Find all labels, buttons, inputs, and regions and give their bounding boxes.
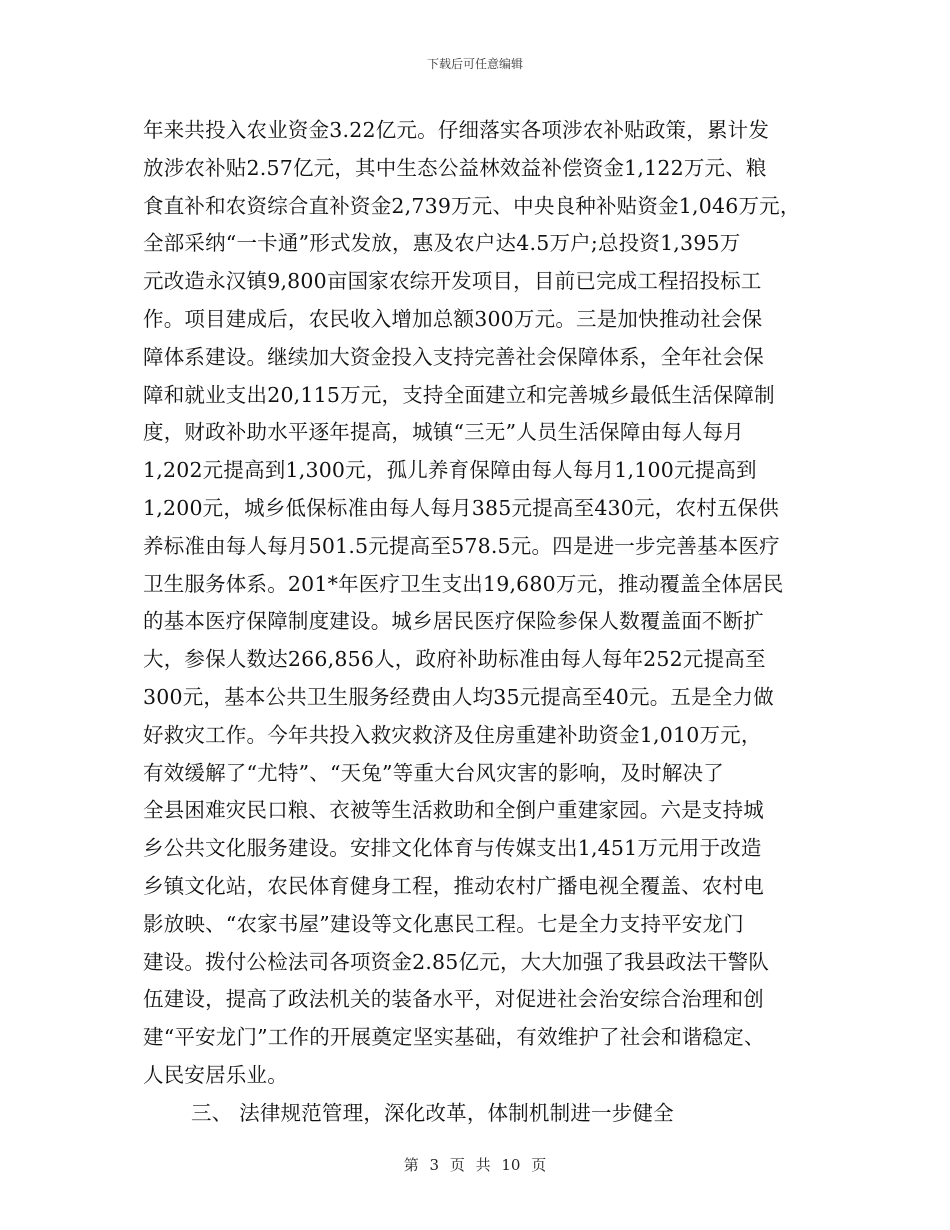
paragraph-line: 建设。拨付公检法司各项资金2.85亿元，大大加强了我县政法干警队 xyxy=(143,949,770,974)
paragraph-line: 人民安居乐业。 xyxy=(143,1062,288,1087)
paragraph-line: 年来共投入农业资金3.22亿元。仔细落实各项涉农补贴政策，累计发 xyxy=(143,118,770,142)
paragraph-line: 1,202元提高到1,300元，孤儿养育保障由每人每月1,100元提高到 xyxy=(143,458,757,483)
paragraph-line: 的基本医疗保障制度建设。城乡居民医疗保险参保人数覆盖面不断扩 xyxy=(143,609,764,634)
paragraph-line: 有效缓解了“尤特”、“天兔”等重大台风灾害的影响，及时解决了 xyxy=(143,760,724,785)
paragraph-line: 全部采纳“一卡通”形式发放，惠及农户达4.5万户;总投资1,395万 xyxy=(143,231,741,256)
paragraph-line: 全县困难灾民口粮、衣被等生活救助和全倒户重建家园。六是支持城 xyxy=(143,798,764,823)
paragraph-line: 度，财政补助水平逐年提高，城镇“三无”人员生活保障由每人每月 xyxy=(143,420,744,445)
page-header-note: 下载后可任意编辑 xyxy=(426,57,523,71)
paragraph-line: 卫生服务体系。201*年医疗卫生支出19,680万元，推动覆盖全体居民 xyxy=(143,571,784,596)
section-heading: 三、 法律规范管理，深化改革，体制机制进一步健全 xyxy=(191,1100,674,1125)
paragraph-line: 影放映、“农家书屋”建设等文化惠民工程。七是全力支持平安龙门 xyxy=(143,911,744,936)
paragraph-line: 作。项目建成后，农民收入增加总额300万元。三是加快推动社会保 xyxy=(143,306,763,331)
paragraph-line: 300元，基本公共卫生服务经费由人均35元提高至40元。五是全力做 xyxy=(143,684,774,709)
paragraph-line: 1,200元，城乡低保标准由每人每月385元提高至430元，农村五保供 xyxy=(143,495,779,520)
paragraph-line: 建“平安龙门”工作的开展奠定坚实基础，有效维护了社会和谐稳定、 xyxy=(143,1025,765,1050)
paragraph-line: 障和就业支出20,115万元，支持全面建立和完善城乡最低生活保障制 xyxy=(143,382,775,407)
paragraph-line: 放涉农补贴2.57亿元，其中生态公益林效益补偿资金1,122万元、粮 xyxy=(143,155,767,180)
paragraph-line: 元改造永汉镇9,800亩国家农综开发项目，目前已完成工程招投标工 xyxy=(143,269,762,294)
paragraph-line: 伍建设，提高了政法机关的装备水平，对促进社会治安综合治理和创 xyxy=(143,987,764,1012)
paragraph-line: 乡镇文化站，农民体育健身工程，推动农村广播电视全覆盖、农村电 xyxy=(143,873,764,898)
paragraph-line: 食直补和农资综合直补资金2,739万元、中央良种补贴资金1,046万元， xyxy=(143,193,801,218)
paragraph-line: 乡公共文化服务建设。安排文化体育与传媒支出1,451万元用于改造 xyxy=(143,836,762,861)
paragraph-line: 障体系建设。继续加大资金投入支持完善社会保障体系，全年社会保 xyxy=(143,344,764,369)
page-number-footer: 第 3 页 共 10 页 xyxy=(403,1156,547,1174)
paragraph-line: 养标准由每人每月501.5元提高至578.5元。四是进一步完善基本医疗 xyxy=(143,533,780,558)
document-body xyxy=(143,112,833,1133)
paragraph-line: 大，参保人数达266,856人，政府补助标准由每人每年252元提高至 xyxy=(143,647,766,672)
paragraph-line: 好救灾工作。今年共投入救灾救济及住房重建补助资金1,010万元， xyxy=(143,722,762,747)
